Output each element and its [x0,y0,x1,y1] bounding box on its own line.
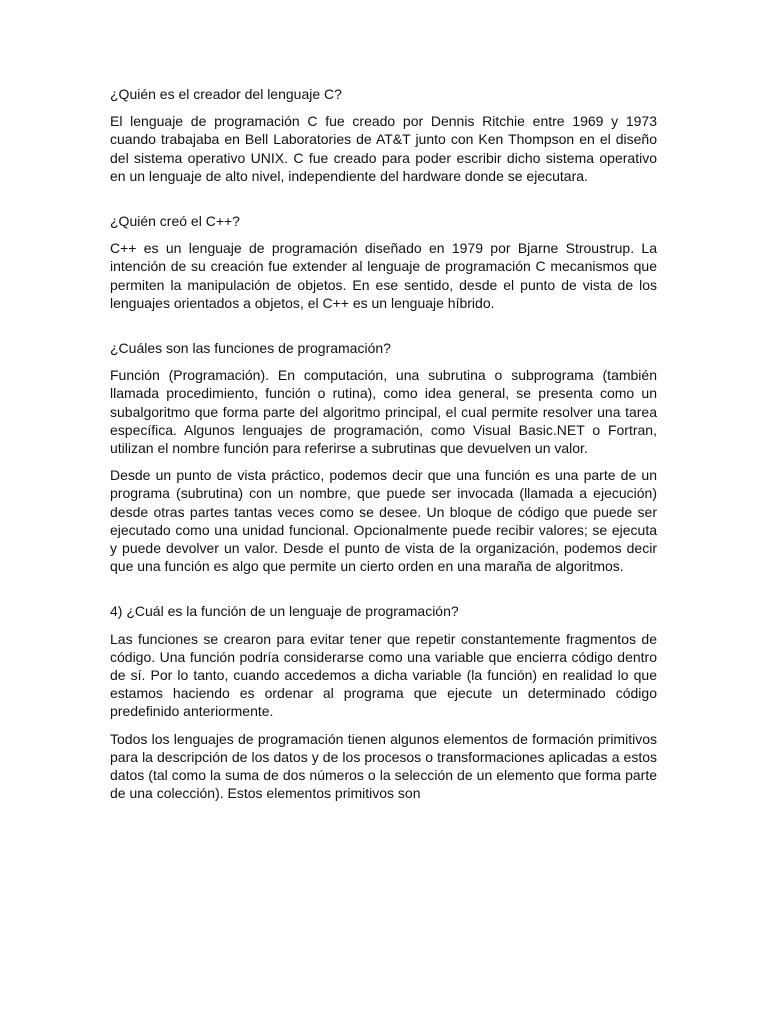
section-c-creator [110,85,657,185]
paragraph: C++ es un lenguaje de programación diseñado en 1979 por Bjarne Stroustrup. La intención de su creación fue extender al lenguaje de programación C mecanismos que permiten la manipulación de objetos. En ese sentido, desde el punto de vista de los lenguajes orientados a objetos, el C++ es un lenguaje híbrido. [110,240,657,311]
question-heading: ¿Quién es el creador del lenguaje C? [110,86,342,102]
section-cpp-creator [110,212,657,312]
question-heading: ¿Cuáles son las funciones de programación? [110,340,391,357]
question-heading: ¿Quién creó el C++? [110,213,240,230]
paragraph: Desde un punto de vista práctico, podemos decir que una función es una parte de un programa (subrutina) con un nombre, que puede ser invocada (llamada a ejecución) desde otras partes tantas veces como se desee. Un bloque de código que puede ser ejecutado como una unidad funcional. Opcionalmente puede recibir valores; se ejecuta y puede devolver un valor. Desde el punto de vista de la organización, podemos decir que una función es algo que permite un cierto orden en una maraña de algoritmos. [110,467,657,575]
paragraph: Las funciones se crearon para evitar tener que repetir constantemente fragmentos de código. Una función podría considerarse como una variable que encierra código dentro de sí. Por lo tanto, cuando accedemos a dicha variable (la función) en realidad lo que estamos haciendo es ordenar al programa que ejecute un determinado código predefinido anteriormente. [110,630,657,720]
question-heading: 4) ¿Cuál es la función de un lenguaje de programación? [110,603,459,620]
paragraph: Función (Programación). En computación, una subrutina o subprograma (también llamada procedimiento, función o rutina), como idea general, se presenta como un subalgoritmo que forma parte del algoritmo principal, el cual permite resolver una tarea específica. Algunos lenguajes de programación, como Visual Basic.NET o Fortran, utilizan el nombre función para referirse a subrutinas que devuelven un valor. [110,367,657,457]
section-programming-functions [110,339,657,575]
document-page [110,85,657,830]
paragraph: El lenguaje de programación C fue creado por Dennis Ritchie entre 1969 y 1973 cuando trabajaba en Bell Laboratories de AT&T junto con Ken Thompson en el diseño del sistema operativo UNIX. C fue creado para poder escribir dicho sistema operativo en un lenguaje de alto nivel, independiente del hardware donde se ejecutara. [110,113,657,184]
paragraph: Todos los lenguajes de programación tienen algunos elementos de formación primitivos para la descripción de los datos y de los procesos o transformaciones aplicadas a estos datos (tal como la suma de dos números o la selección de un elemento que forma parte de una colección). Estos elementos primitivos son [110,730,657,802]
section-language-function [110,602,657,802]
